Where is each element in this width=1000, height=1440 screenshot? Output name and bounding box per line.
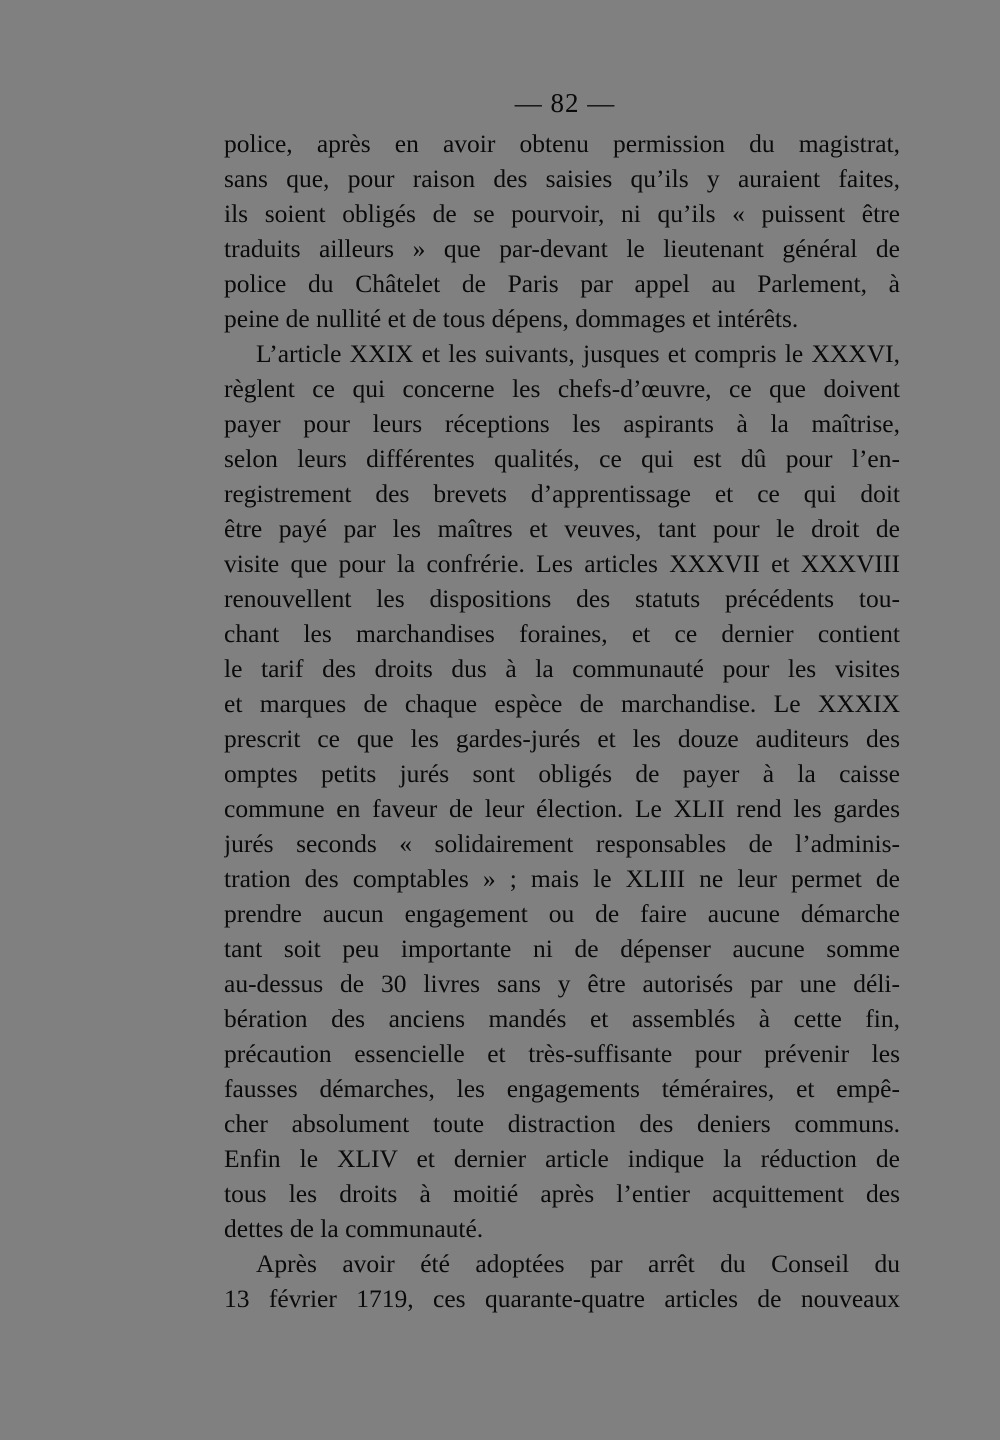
text-line: ils soient obligés de se pourvoir, ni qu’ils « puissent être [224, 199, 900, 228]
body-text [224, 126, 900, 1316]
text-line: omptes petits jurés sont obligés de payer à la caisse [224, 759, 900, 788]
text-line: registrement des brevets d’apprentissage et ce qui doit [224, 479, 900, 508]
text-line: le tarif des droits dus à la communauté pour les visites [224, 654, 900, 683]
text-line: chant les marchandises foraines, et ce dernier contient [224, 619, 900, 648]
text-line: au-dessus de 30 livres sans y être autorisés par une déli- [224, 969, 900, 998]
page-number: — 82 — [514, 88, 616, 118]
text-line: payer pour leurs réceptions les aspirants à la maîtrise, [224, 409, 900, 438]
text-line: peine de nullité et de tous dépens, dommages et intérêts. [224, 304, 799, 333]
text-line: L’article XXIX et les suivants, jusques et compris le XXXVI, [256, 339, 900, 368]
text-line: règlent ce qui concerne les chefs-d’œuvre, ce que doivent [224, 374, 900, 403]
text-line: être payé par les maîtres et veuves, tant pour le droit de [224, 514, 900, 543]
text-line: jurés seconds « solidairement responsables de l’adminis- [224, 829, 900, 858]
text-line: renouvellent les dispositions des statuts précédents tou- [224, 584, 900, 613]
text-line: traduits ailleurs » que par-devant le lieutenant général de [224, 234, 900, 263]
text-line: Après avoir été adoptées par arrêt du Conseil du [256, 1249, 900, 1278]
text-line: prescrit ce que les gardes-jurés et les douze auditeurs des [224, 724, 900, 753]
text-line: sans que, pour raison des saisies qu’ils y auraient faites, [224, 164, 900, 193]
text-line: visite que pour la confrérie. Les articles XXXVII et XXXVIII [224, 549, 900, 578]
text-line: tous les droits à moitié après l’entier acquittement des [224, 1179, 900, 1208]
text-line: commune en faveur de leur élection. Le XLII rend les gardes [224, 794, 900, 823]
text-line: dettes de la communauté. [224, 1214, 484, 1243]
text-line: bération des anciens mandés et assemblés à cette fin, [224, 1004, 900, 1033]
text-line: prendre aucun engagement ou de faire aucune démarche [224, 899, 900, 928]
text-line: précaution essencielle et très-suffisante pour prévenir les [224, 1039, 900, 1068]
text-line: Enfin le XLIV et dernier article indique la réduction de [224, 1144, 900, 1173]
text-line: selon leurs différentes qualités, ce qui est dû pour l’en- [224, 444, 900, 473]
text-line: police, après en avoir obtenu permission du magistrat, [224, 129, 900, 158]
text-line: police du Châtelet de Paris par appel au Parlement, à [224, 269, 900, 298]
text-line: tant soit peu importante ni de dépenser aucune somme [224, 934, 900, 963]
text-line: fausses démarches, les engagements téméraires, et empê- [224, 1074, 900, 1103]
text-line: et marques de chaque espèce de marchandise. Le XXXIX [224, 689, 900, 718]
text-line: cher absolument toute distraction des deniers communs. [224, 1109, 900, 1138]
text-line: tration des comptables » ; mais le XLIII ne leur permet de [224, 864, 900, 893]
text-line: 13 février 1719, ces quarante-quatre articles de nouveaux [224, 1284, 900, 1313]
